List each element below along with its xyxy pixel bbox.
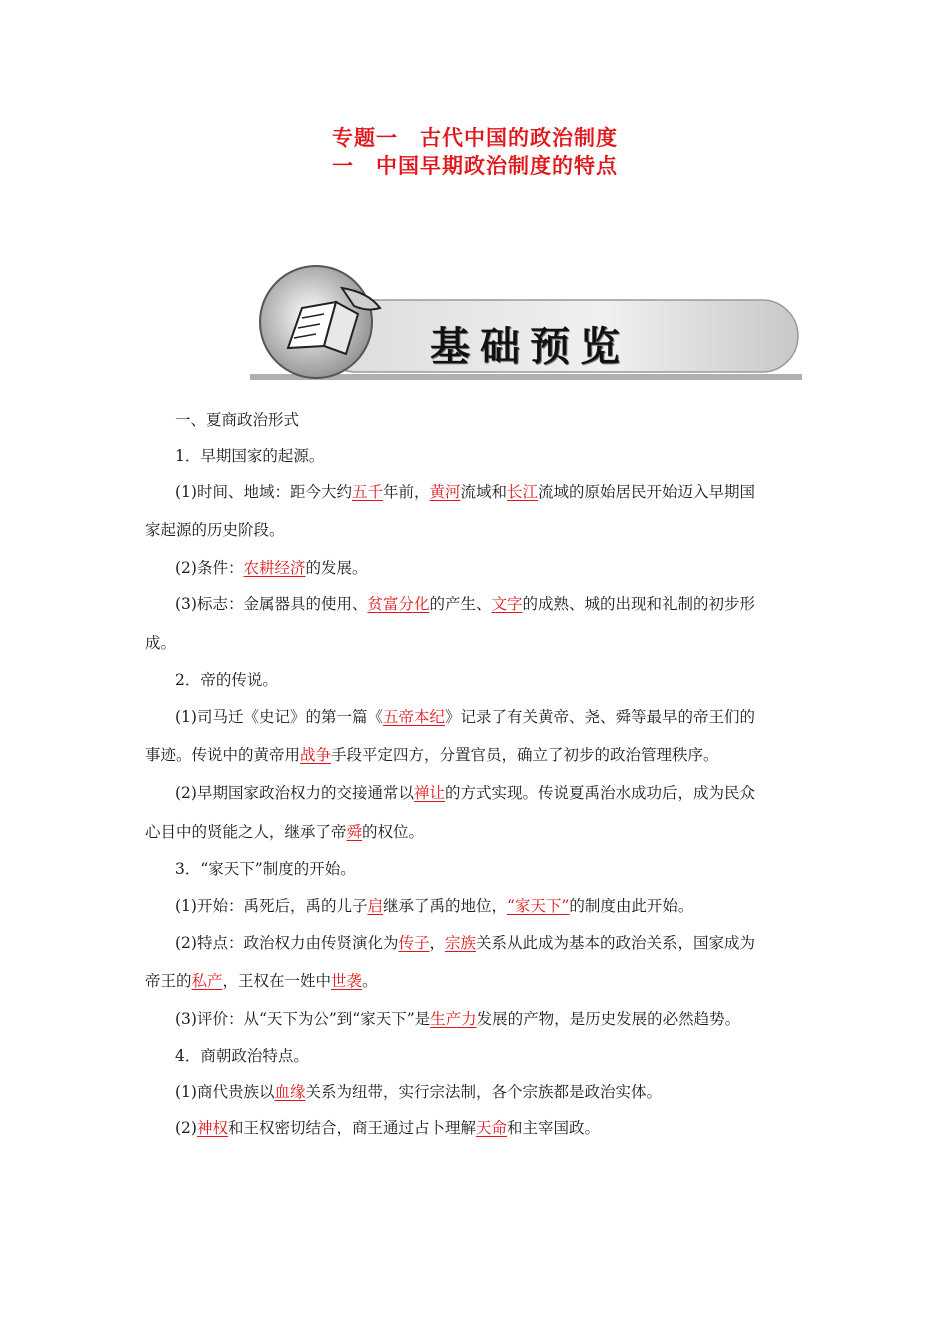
banner-label: 基础预览	[430, 324, 630, 370]
paragraph: (2)神权和王权密切结合，商王通过占卜理解天命和主宰国政。	[175, 1119, 601, 1137]
fill-blank: 世袭	[331, 972, 363, 990]
fill-blank: 农耕经济	[243, 559, 306, 577]
fill-blank: “家天下”	[507, 897, 570, 915]
fill-blank: 舜	[346, 823, 363, 841]
fill-blank: 黄河	[429, 483, 461, 501]
fill-blank: 血缘	[274, 1083, 306, 1101]
paragraph: (1)商代贵族以血缘关系为纽带，实行宗法制，各个宗族都是政治实体。	[175, 1083, 662, 1101]
fill-blank: 神权	[196, 1119, 228, 1137]
paragraph: (1)时间、地域：距今大约五千年前，黄河流域和长江流域的原始居民开始迈入早期国	[175, 483, 756, 501]
paragraph-continued: 心目中的贤能之人，继承了帝舜的权位。	[145, 823, 425, 841]
subsection-heading: 1．早期国家的起源。	[175, 447, 325, 465]
fill-blank: 天命	[476, 1119, 508, 1137]
fill-blank: 传子	[398, 934, 430, 952]
section-heading: 一、夏商政治形式	[175, 411, 300, 429]
page-subtitle: 一 中国早期政治制度的特点	[332, 154, 618, 178]
fill-blank: 战争	[300, 746, 332, 764]
fill-blank: 贫富分化	[367, 595, 430, 613]
fill-blank: 私产	[191, 972, 223, 990]
paragraph: (3)评价：从“天下为公”到“家天下”是生产力发展的产物，是历史发展的必然趋势。	[175, 1010, 741, 1028]
fill-blank: 禅让	[413, 784, 445, 802]
fill-blank: 生产力	[430, 1010, 477, 1028]
subsection-heading: 4．商朝政治特点。	[175, 1047, 309, 1065]
fill-blank: 长江	[507, 483, 539, 501]
fill-blank: 五千	[351, 483, 383, 501]
subsection-heading: 3．“家天下”制度的开始。	[175, 860, 356, 878]
paragraph-continued: 成。	[145, 634, 177, 652]
fill-blank: 文字	[491, 595, 523, 613]
paragraph-continued: 家起源的历史阶段。	[145, 521, 285, 539]
paragraph: (2)条件：农耕经济的发展。	[175, 559, 368, 577]
page-title: 专题一 古代中国的政治制度	[332, 126, 618, 150]
fill-blank: 宗族	[445, 934, 477, 952]
paragraph: (3)标志：金属器具的使用、贫富分化的产生、文字的成熟、城的出现和礼制的初步形	[175, 595, 756, 613]
subsection-heading: 2．帝的传说。	[175, 671, 278, 689]
paragraph-continued: 事迹。传说中的黄帝用战争手段平定四方，分置官员，确立了初步的政治管理秩序。	[145, 746, 719, 764]
paragraph: (1)司马迁《史记》的第一篇《五帝本纪》记录了有关黄帝、尧、舜等最早的帝王们的	[175, 708, 755, 726]
paragraph: (2)特点：政治权力由传贤演化为传子，宗族关系从此成为基本的政治关系，国家成为	[175, 934, 756, 952]
paragraph: (2)早期国家政治权力的交接通常以禅让的方式实现。传说夏禹治水成功后，成为民众	[175, 784, 755, 802]
fill-blank: 五帝本纪	[382, 708, 445, 726]
paragraph: (1)开始：禹死后，禹的儿子启继承了禹的地位，“家天下”的制度由此开始。	[175, 897, 694, 915]
fill-blank: 启	[367, 897, 383, 915]
paragraph-continued: 帝王的私产，王权在一姓中世袭。	[145, 972, 378, 990]
